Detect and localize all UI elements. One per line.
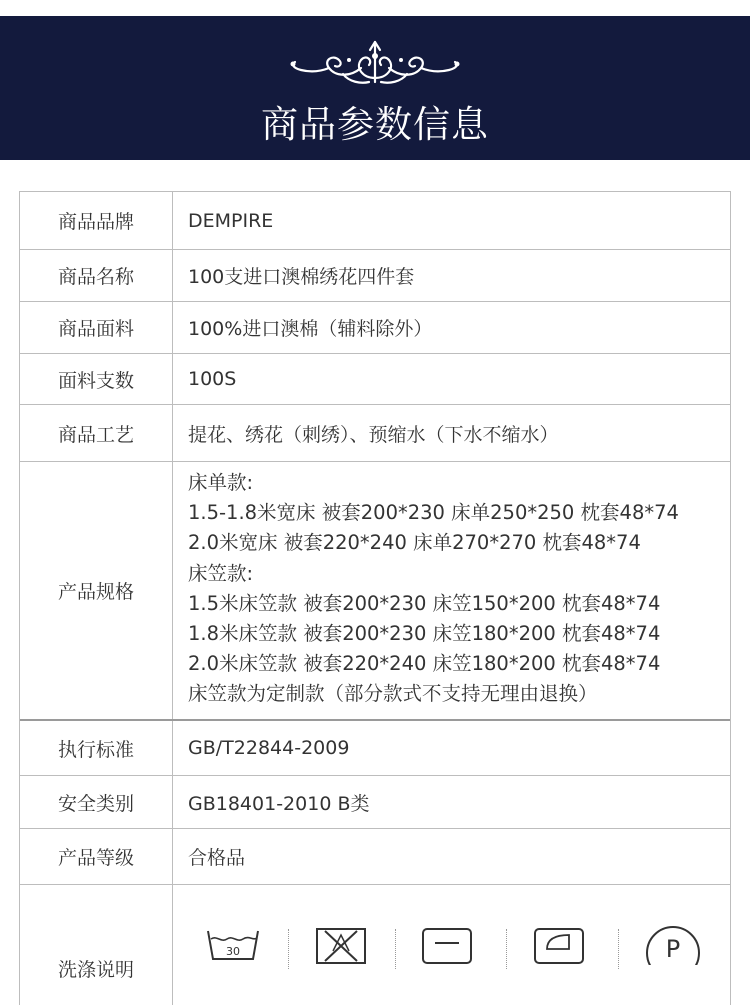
dry-clean-letter: P [665,935,681,963]
row-label: 商品工艺 [20,405,173,461]
row-label: 产品规格 [20,462,173,719]
spec-line: 1.5米床笠款 被套200*230 床笠150*200 枕套48*74 [188,591,661,615]
spec-line: 1.5-1.8米宽床 被套200*230 床单250*250 枕套48*74 [188,501,679,525]
row-value: GB/T22844-2009 [188,737,350,759]
spec-row [20,462,730,721]
table-row [20,354,730,405]
dry-clean-p-icon [643,925,703,965]
row-label: 产品等级 [20,829,173,884]
row-label: 商品面料 [20,302,173,353]
row-value: 合格品 [188,847,246,869]
care-label-cell [20,885,173,1005]
row-label: 面料支数 [20,354,173,404]
spec-line: 床笠款为定制款（部分款式不支持无理由退换） [188,682,598,706]
divider [395,929,396,969]
spec-line: 床单款: [188,471,254,494]
table-row [20,721,730,776]
iron-icon [531,927,587,967]
row-label: 执行标准 [20,721,173,775]
divider [288,929,289,969]
row-value: 100支进口澳棉绣花四件套 [188,266,415,288]
params-table [19,191,731,1005]
table-row [20,192,730,250]
row-label: 安全类别 [20,776,173,828]
table-row [20,829,730,885]
row-value: GB18401-2010 B类 [188,792,370,815]
row-label: 商品名称 [20,250,173,301]
spec-line: 2.0米床笠款 被套220*240 床笠180*200 枕套48*74 [188,652,661,676]
header-banner [0,16,750,160]
no-bleach-icon [313,927,369,967]
wash-30-icon [205,929,261,969]
row-value: 提花、绣花（刺绣）、预缩水（下水不缩水） [188,423,559,446]
row-value: 100S [188,368,237,390]
tumble-dry-icon [419,927,475,967]
spec-lines [173,462,730,719]
care-row [20,885,730,1005]
table-row [20,776,730,829]
divider [618,929,619,969]
spec-line: 2.0米宽床 被套220*240 床单270*270 枕套48*74 [188,531,641,555]
page-title: 商品参数信息 [261,103,489,146]
ornament-icon [283,38,467,88]
row-label: 商品品牌 [20,192,173,249]
divider [506,929,507,969]
spec-line: 1.8米床笠款 被套200*230 床笠180*200 枕套48*74 [188,622,661,646]
row-label: 洗涤说明 [57,959,134,981]
table-row [20,250,730,302]
row-value: DEMPIRE [188,209,274,232]
table-row [20,302,730,354]
spec-line: 床笠款: [188,561,254,585]
wash-temp-text: 30 [226,945,240,958]
row-value: 100%进口澳棉（辅料除外） [188,318,433,340]
care-icons [173,885,730,1005]
table-row [20,405,730,462]
